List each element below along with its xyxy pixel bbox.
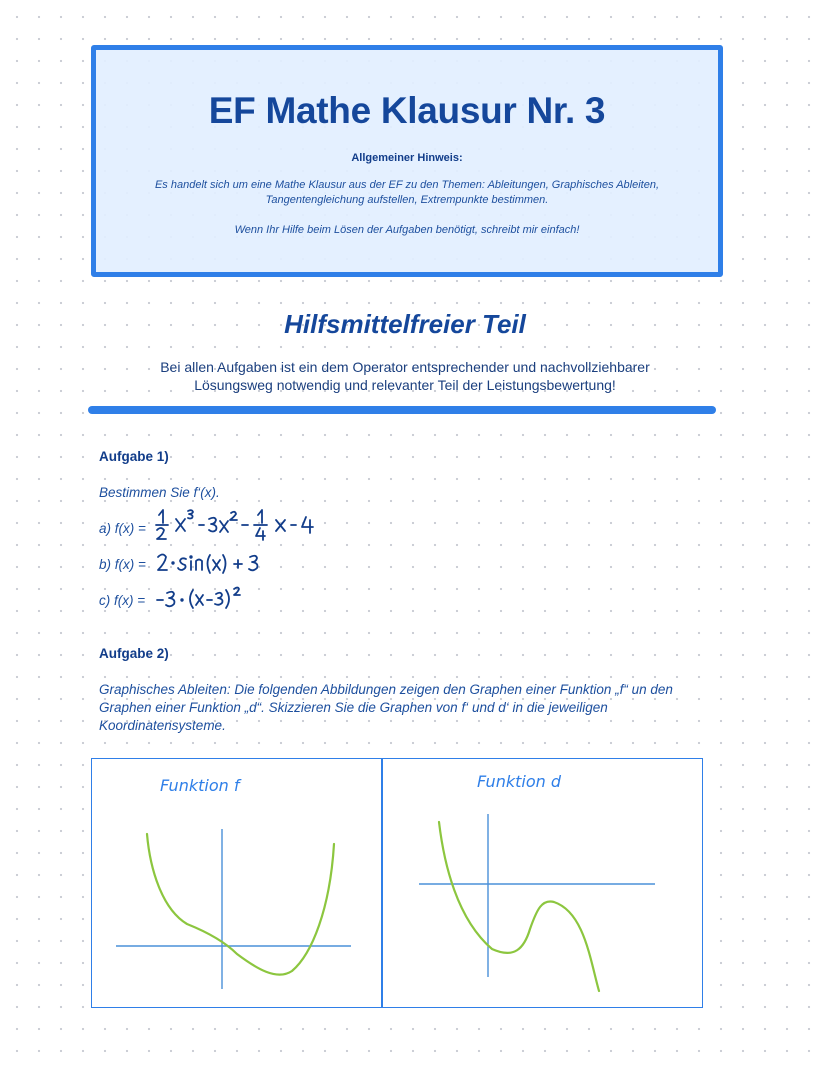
hint-text: Es handelt sich um eine Mathe Klausur aus der EF zu den Themen: Ableitungen, Graphisches Ableiten, Tangentengleichung aufstellen, Extrempunkte bestimmen. xyxy=(154,179,660,206)
task1-item-a-label: a) f(x) = xyxy=(99,521,146,536)
hint-heading: Allgemeiner Hinweis: xyxy=(351,152,463,164)
task2-heading: Aufgabe 2) xyxy=(99,646,169,661)
section-description: Bei allen Aufgaben ist ein dem Operator entsprechender und nachvollziehbarer Lösungsweg notwendig und relevanter Teil der Leistungsbewertung! xyxy=(160,359,650,393)
section-title: Hilfsmittelfreier Teil xyxy=(284,309,526,339)
task1-item-b-handwriting xyxy=(154,548,274,578)
task2-instruction: Graphisches Ableiten: Die folgenden Abbildungen zeigen den Graphen einer Funktion „f“ un den Graphen einer Funktion „d“. Skizzieren Sie die Graphen von f‘ und d‘ in die jeweiligen Koordinatensysteme. xyxy=(99,682,673,733)
page-title: EF Mathe Klausur Nr. 3 xyxy=(208,90,606,131)
task1-instruction: Bestimmen Sie f‘(x). xyxy=(99,485,220,500)
header-box xyxy=(91,45,723,277)
hint-contact: Wenn Ihr Hilfe beim Lösen der Aufgaben benötigt, schreibt mir einfach! xyxy=(234,224,580,236)
task1-item-b-label: b) f(x) = xyxy=(99,557,146,572)
graph-svg xyxy=(92,759,702,1007)
graph-f-curve xyxy=(147,834,334,975)
task1-item-c-label: c) f(x) = xyxy=(99,593,146,608)
task1-item-c-handwriting xyxy=(154,584,264,614)
graph-d-curve xyxy=(439,822,599,991)
graph-f-label: Funktion f xyxy=(160,776,240,795)
section-divider xyxy=(88,406,716,414)
graph-d-label: Funktion d xyxy=(477,772,561,791)
task1-item-a-handwriting xyxy=(154,505,329,545)
graph-frame xyxy=(91,758,703,1008)
task1-heading: Aufgabe 1) xyxy=(99,449,169,464)
